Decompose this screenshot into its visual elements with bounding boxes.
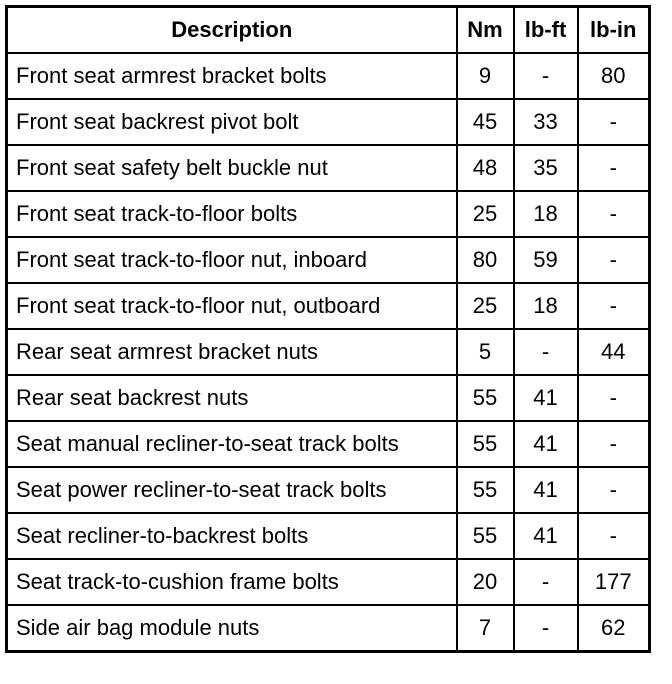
table-row <box>7 145 650 191</box>
cell-lb-ft: - <box>514 53 578 99</box>
header-row <box>7 7 650 54</box>
cell-nm: 7 <box>457 605 514 652</box>
cell-description: Seat track-to-cushion frame bolts <box>7 559 457 605</box>
torque-specification-table <box>5 5 651 653</box>
table-row <box>7 99 650 145</box>
cell-lb-in: - <box>578 237 650 283</box>
cell-nm: 55 <box>457 467 514 513</box>
header-description: Description <box>7 7 457 54</box>
cell-lb-in: 80 <box>578 53 650 99</box>
cell-lb-in: - <box>578 513 650 559</box>
cell-description: Front seat track-to-floor bolts <box>7 191 457 237</box>
cell-description: Rear seat backrest nuts <box>7 375 457 421</box>
cell-lb-in: - <box>578 99 650 145</box>
header-lb-ft: lb-ft <box>514 7 578 54</box>
cell-nm: 55 <box>457 513 514 559</box>
cell-lb-in: 177 <box>578 559 650 605</box>
table-row <box>7 375 650 421</box>
table-row <box>7 283 650 329</box>
cell-lb-in: - <box>578 145 650 191</box>
cell-description: Front seat armrest bracket bolts <box>7 53 457 99</box>
cell-lb-in: - <box>578 421 650 467</box>
cell-lb-ft: 41 <box>514 421 578 467</box>
cell-description: Front seat backrest pivot bolt <box>7 99 457 145</box>
cell-description: Seat manual recliner-to-seat track bolts <box>7 421 457 467</box>
cell-nm: 5 <box>457 329 514 375</box>
cell-nm: 25 <box>457 191 514 237</box>
cell-description: Front seat safety belt buckle nut <box>7 145 457 191</box>
cell-lb-in: - <box>578 467 650 513</box>
table-row <box>7 513 650 559</box>
cell-description: Front seat track-to-floor nut, inboard <box>7 237 457 283</box>
cell-nm: 45 <box>457 99 514 145</box>
header-nm: Nm <box>457 7 514 54</box>
cell-nm: 9 <box>457 53 514 99</box>
table-row <box>7 53 650 99</box>
cell-lb-in: - <box>578 191 650 237</box>
table-body <box>7 53 650 652</box>
cell-lb-ft: 59 <box>514 237 578 283</box>
cell-lb-ft: 41 <box>514 467 578 513</box>
cell-nm: 20 <box>457 559 514 605</box>
cell-lb-ft: 18 <box>514 191 578 237</box>
table-row <box>7 329 650 375</box>
cell-lb-ft: 41 <box>514 513 578 559</box>
cell-nm: 80 <box>457 237 514 283</box>
cell-nm: 55 <box>457 421 514 467</box>
cell-nm: 55 <box>457 375 514 421</box>
cell-lb-in: 62 <box>578 605 650 652</box>
cell-lb-in: - <box>578 283 650 329</box>
cell-lb-ft: 41 <box>514 375 578 421</box>
cell-lb-ft: 18 <box>514 283 578 329</box>
cell-lb-ft: 33 <box>514 99 578 145</box>
cell-description: Seat power recliner-to-seat track bolts <box>7 467 457 513</box>
table-row <box>7 191 650 237</box>
cell-nm: 25 <box>457 283 514 329</box>
table-row <box>7 559 650 605</box>
table-row <box>7 605 650 652</box>
cell-lb-in: 44 <box>578 329 650 375</box>
cell-lb-ft: - <box>514 329 578 375</box>
table-header <box>7 7 650 54</box>
cell-description: Seat recliner-to-backrest bolts <box>7 513 457 559</box>
cell-description: Front seat track-to-floor nut, outboard <box>7 283 457 329</box>
cell-description: Side air bag module nuts <box>7 605 457 652</box>
cell-lb-ft: - <box>514 559 578 605</box>
table-row <box>7 467 650 513</box>
cell-lb-ft: 35 <box>514 145 578 191</box>
header-lb-in: lb-in <box>578 7 650 54</box>
cell-description: Rear seat armrest bracket nuts <box>7 329 457 375</box>
table-row <box>7 421 650 467</box>
cell-lb-ft: - <box>514 605 578 652</box>
table-row <box>7 237 650 283</box>
cell-lb-in: - <box>578 375 650 421</box>
cell-nm: 48 <box>457 145 514 191</box>
